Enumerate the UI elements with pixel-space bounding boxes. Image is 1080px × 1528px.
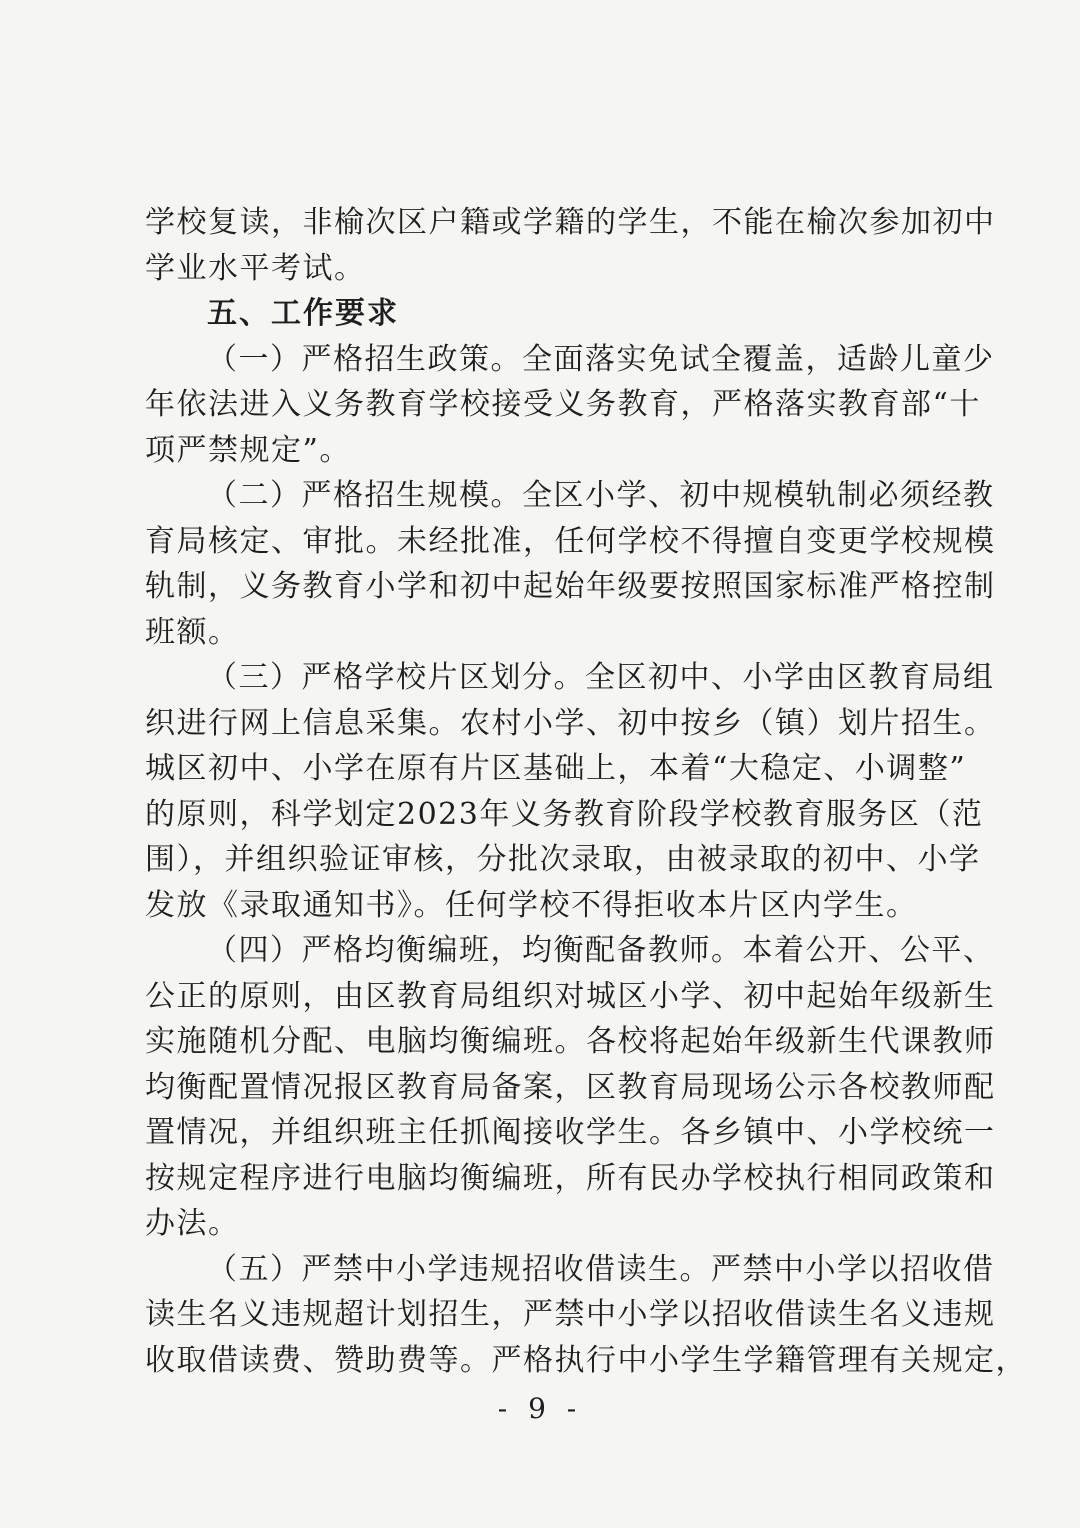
text-line: 年依法进入义务教育学校接受义务教育，严格落实教育部“十 (145, 387, 981, 422)
text-line: 实施随机分配、电脑均衡编班。各校将起始年级新生代课教师 (145, 1024, 996, 1059)
text-line: 置情况，并组织班主任抓阄接收学生。各乡镇中、小学校统一 (145, 1115, 996, 1150)
text-line: 项严禁规定”。 (145, 432, 351, 468)
text-line: 班额。 (145, 614, 240, 650)
text-line: 织进行网上信息采集。农村小学、初中按乡（镇）划片招生。 (145, 705, 996, 741)
document-body (145, 200, 1027, 1383)
text-line: 学校复读，非榆次区户籍或学籍的学生，不能在榆次参加初中 (145, 205, 996, 240)
section-heading: 五、工作要求 (207, 296, 399, 331)
text-line: 围），并组织验证审核，分批次录取，由被录取的初中、小学 (145, 842, 981, 877)
text-line: 的原则，科学划定2023年义务教育阶段学校教育服务区（范 (145, 796, 984, 832)
text-line: 城区初中、小学在原有片区基础上，本着“大稳定、小调整” (145, 751, 967, 786)
text-line: （二）严格招生规模。全区小学、初中规模轨制必须经教 (207, 478, 995, 513)
text-line: 育局核定、审批。未经批准，任何学校不得擅自变更学校规模 (145, 523, 996, 559)
text-line: （三）严格学校片区划分。全区初中、小学由区教育局组 (207, 660, 995, 695)
text-line: （五）严禁中小学违规招收借读生。严禁中小学以招收借 (207, 1251, 995, 1287)
text-line: 均衡配置情况报区教育局备案，区教育局现场公示各校教师配 (145, 1069, 996, 1105)
text-line: 发放《录取通知书》。任何学校不得拒收本片区内学生。 (145, 887, 918, 923)
page-number: - 9 - (497, 1392, 583, 1425)
text-line: 办法。 (145, 1206, 240, 1241)
text-line: 学业水平考试。 (145, 250, 366, 286)
text-line: （四）严格均衡编班，均衡配备教师。本着公开、公平、 (207, 933, 995, 968)
text-line: （一）严格招生政策。全面落实免试全覆盖，适龄儿童少 (207, 341, 995, 377)
text-line: 公正的原则，由区教育局组织对城区小学、初中起始年级新生 (145, 978, 996, 1014)
text-line: 收取借读费、赞助费等。严格执行中小学生学籍管理有关规定， (145, 1342, 1027, 1378)
text-line: 按规定程序进行电脑均衡编班，所有民办学校执行相同政策和 (145, 1160, 996, 1196)
text-line: 轨制，义务教育小学和初中起始年级要按照国家标准严格控制 (145, 569, 996, 604)
text-line: 读生名义违规超计划招生，严禁中小学以招收借读生名义违规 (145, 1297, 996, 1332)
